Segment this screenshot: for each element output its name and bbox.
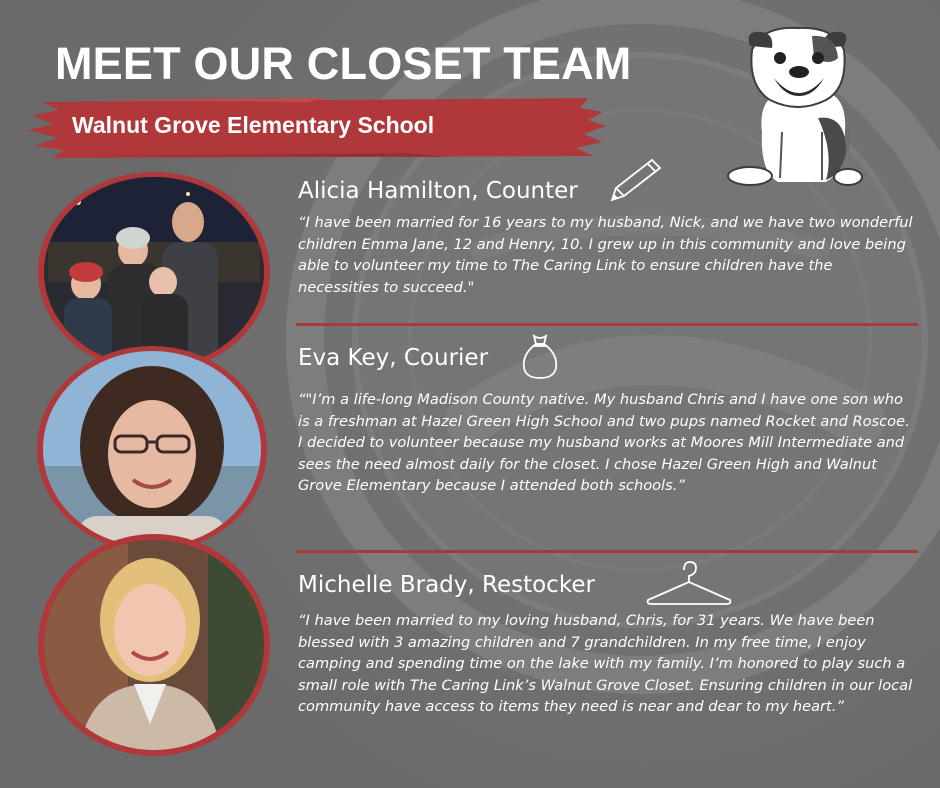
member-name: Eva Key, Courier — [298, 345, 489, 371]
pencil-icon — [606, 156, 664, 206]
member-quote: “I have been married to my loving husband, Chris, for 31 years. We have been blessed with 3 amazing children and 7 grandchildren. In my free time, I enjoy camping and spending time on the lake with my family. I’m honored to play such a small role with The Caring Link’s Walnut Grove Closet. Ensuring children in our local community have access to items they need is near and dear to my heart.” — [298, 612, 913, 715]
member-quote: “I have been married for 16 years to my husband, Nick, and we have two wonderful children Emma Jane, 12 and Henry, 10. I grew up in this community and love being able to volunteer my time to The Caring Link to ensure children have the necessities to succeed." — [298, 214, 913, 296]
team-member-eva-key — [298, 345, 918, 497]
member-name: Michelle Brady, Restocker — [298, 572, 595, 598]
member-name: Alicia Hamilton, Counter — [298, 178, 578, 204]
michelle-brady-photo — [38, 534, 270, 756]
section-divider — [296, 550, 918, 553]
page-title: MEET OUR CLOSET TEAM — [55, 38, 632, 89]
school-banner — [28, 96, 610, 160]
section-divider — [296, 323, 918, 326]
school-name: Walnut Grove Elementary School — [72, 112, 435, 138]
member-quote: “"I’m a life-long Madison County native. My husband Chris and I have one son who is a freshman at Hazel Green High School and two pups named Rocket and Roscoe. I decided to volunteer because my husband works at Moores Mill Intermediate and sees the need almost daily for the closet. I chose Hazel Green High and Walnut Grove Elementary because I attended both schools.” — [298, 391, 910, 494]
bulldog-mascot — [722, 22, 872, 190]
hanger-icon — [644, 560, 734, 608]
team-member-michelle-brady — [298, 572, 918, 718]
eva-key-photo — [37, 346, 267, 552]
alicia-hamilton-family-photo — [38, 172, 270, 372]
money-bag-icon — [520, 332, 560, 380]
